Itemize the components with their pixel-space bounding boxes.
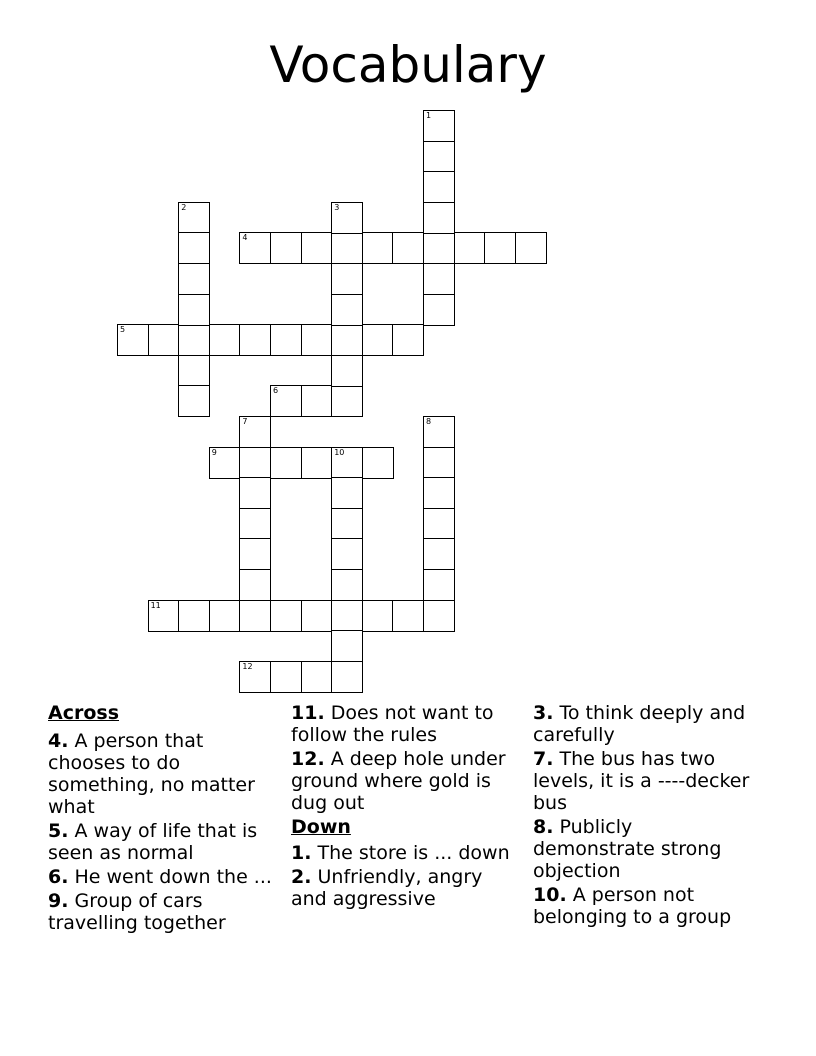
clue-column-2	[291, 702, 516, 912]
clue-across-11	[291, 702, 516, 746]
clue-text: A person that chooses to do something, no matter what	[48, 730, 255, 818]
grid-cell[interactable]	[239, 569, 271, 601]
clue-text: He went down the ...	[74, 866, 272, 888]
clue-text: Group of cars travelling together	[48, 890, 226, 934]
grid-cell[interactable]	[148, 600, 180, 632]
clue-across-12	[291, 748, 516, 814]
grid-cell[interactable]	[209, 447, 241, 479]
clue-text: A way of life that is seen as normal	[48, 820, 258, 864]
grid-cell[interactable]	[484, 232, 516, 264]
clue-number: 11.	[291, 702, 325, 724]
grid-cell[interactable]	[270, 600, 302, 632]
grid-cell[interactable]	[117, 324, 149, 356]
grid-cell[interactable]	[362, 600, 394, 632]
grid-cell[interactable]	[515, 232, 547, 264]
grid-cell[interactable]	[423, 110, 455, 142]
grid-cell[interactable]	[423, 263, 455, 295]
clue-number: 4.	[48, 730, 69, 752]
grid-cell[interactable]	[331, 263, 363, 295]
clue-text: A deep hole under ground where gold is dug out	[291, 748, 506, 814]
grid-cell[interactable]	[301, 385, 333, 417]
grid-cell[interactable]	[301, 232, 333, 264]
grid-cell[interactable]	[239, 661, 271, 693]
clue-number: 10.	[533, 884, 567, 906]
grid-cell[interactable]	[362, 324, 394, 356]
grid-cell[interactable]	[178, 202, 210, 234]
clue-down-3	[533, 702, 758, 746]
grid-cell[interactable]	[331, 538, 363, 570]
clue-across-5	[48, 820, 273, 864]
cell-number: 7	[242, 417, 248, 426]
grid-cell[interactable]	[392, 232, 424, 264]
grid-cell[interactable]	[362, 447, 394, 479]
grid-cell[interactable]	[331, 477, 363, 509]
cell-number: 11	[150, 600, 161, 610]
grid-cell[interactable]	[331, 569, 363, 601]
grid-cell[interactable]	[270, 447, 302, 479]
grid-cell[interactable]	[178, 385, 210, 417]
clue-text: Unfriendly, angry and aggressive	[291, 866, 483, 910]
grid-cell[interactable]	[301, 324, 333, 356]
clue-down-10	[533, 884, 758, 928]
grid-cell[interactable]	[301, 661, 333, 693]
grid-cell[interactable]	[239, 447, 271, 479]
grid-cell[interactable]	[392, 600, 424, 632]
grid-cell[interactable]	[454, 232, 486, 264]
grid-cell[interactable]	[331, 630, 363, 662]
clue-number: 3.	[533, 702, 554, 724]
clue-number: 5.	[48, 820, 69, 842]
grid-cell[interactable]	[362, 232, 394, 264]
cell-number: 6	[273, 386, 279, 396]
clue-down-8	[533, 816, 758, 882]
grid-cell[interactable]	[331, 385, 363, 417]
clue-number: 7.	[533, 748, 554, 770]
grid-cell[interactable]	[331, 324, 363, 356]
clue-text: To think deeply and carefully	[533, 702, 746, 746]
grid-cell[interactable]	[423, 600, 455, 632]
grid-cell[interactable]	[178, 600, 210, 632]
grid-cell[interactable]	[423, 569, 455, 601]
cell-number: 4	[242, 233, 248, 243]
clue-text: The store is ... down	[317, 842, 510, 864]
grid-cell[interactable]	[178, 294, 210, 326]
grid-cell[interactable]	[331, 661, 363, 693]
grid-cell[interactable]	[270, 661, 302, 693]
grid-cell[interactable]	[423, 416, 455, 448]
grid-cell[interactable]	[423, 171, 455, 203]
cell-number: 2	[181, 202, 187, 212]
grid-cell[interactable]	[331, 355, 363, 387]
clue-down-7	[533, 748, 758, 814]
cell-number: 5	[120, 325, 126, 335]
across-heading: Across	[48, 702, 120, 724]
down-heading: Down	[291, 816, 351, 838]
grid-cell[interactable]	[392, 324, 424, 356]
grid-cell[interactable]	[239, 416, 271, 448]
grid-cell[interactable]	[239, 508, 271, 540]
clue-number: 8.	[533, 816, 554, 838]
grid-cell[interactable]	[270, 232, 302, 264]
clue-number: 2.	[291, 866, 312, 888]
cell-number: 9	[211, 447, 217, 457]
grid-cell[interactable]	[209, 324, 241, 356]
grid-cell[interactable]	[331, 202, 363, 234]
clue-text: The bus has two levels, it is a ----decker bus	[533, 748, 750, 814]
clue-across-6	[48, 866, 273, 888]
grid-cell[interactable]	[423, 477, 455, 509]
grid-cell[interactable]	[331, 232, 363, 264]
grid-cell[interactable]	[301, 600, 333, 632]
grid-cell[interactable]	[423, 294, 455, 326]
grid-cell[interactable]	[270, 324, 302, 356]
grid-cell[interactable]	[331, 447, 363, 479]
cell-number: 8	[426, 417, 432, 426]
clue-down-1	[291, 842, 516, 864]
clue-across-4	[48, 730, 273, 818]
grid-cell[interactable]	[331, 508, 363, 540]
grid-cell[interactable]	[270, 385, 302, 417]
grid-cell[interactable]	[239, 600, 271, 632]
clue-column-1	[48, 702, 273, 936]
clue-number: 12.	[291, 748, 325, 770]
clue-down-2	[291, 866, 516, 910]
grid-cell[interactable]	[423, 538, 455, 570]
grid-cell[interactable]	[301, 447, 333, 479]
clue-across-9	[48, 890, 273, 934]
grid-cell[interactable]	[178, 324, 210, 356]
grid-cell[interactable]	[178, 263, 210, 295]
grid-cell[interactable]	[423, 232, 455, 264]
grid-cell[interactable]	[331, 294, 363, 326]
clue-number: 9.	[48, 890, 69, 912]
grid-cell[interactable]	[178, 232, 210, 264]
grid-cell[interactable]	[239, 324, 271, 356]
clue-column-3	[533, 702, 758, 930]
clue-text: A person not belonging to a group	[533, 884, 732, 928]
clue-number: 6.	[48, 866, 69, 888]
grid-cell[interactable]	[239, 538, 271, 570]
grid-cell[interactable]	[331, 600, 363, 632]
puzzle-title: Vocabulary	[269, 36, 547, 94]
cell-number: 12	[242, 661, 253, 671]
grid-cell[interactable]	[209, 600, 241, 632]
grid-cell[interactable]	[423, 508, 455, 540]
cell-number: 1	[426, 111, 432, 120]
grid-cell[interactable]	[148, 324, 180, 356]
grid-cell[interactable]	[178, 355, 210, 387]
grid-cell[interactable]	[239, 477, 271, 509]
grid-cell[interactable]	[423, 141, 455, 173]
clue-text: Does not want to follow the rules	[291, 702, 494, 746]
grid-cell[interactable]	[239, 232, 271, 264]
clue-number: 1.	[291, 842, 312, 864]
cell-number: 10	[334, 447, 345, 457]
grid-cell[interactable]	[423, 202, 455, 234]
cell-number: 3	[334, 202, 340, 212]
grid-cell[interactable]	[423, 447, 455, 479]
clue-text: Publicly demonstrate strong objection	[533, 816, 722, 882]
